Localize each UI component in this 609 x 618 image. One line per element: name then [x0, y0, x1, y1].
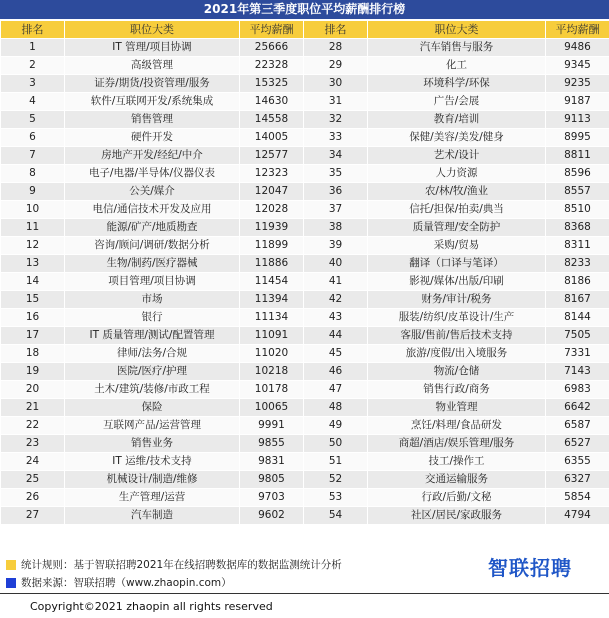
rank-cell: 15 — [1, 291, 65, 309]
rank-cell: 34 — [304, 147, 368, 165]
rank-cell: 32 — [304, 111, 368, 129]
salary-cell: 8233 — [546, 255, 609, 273]
rank-cell: 54 — [304, 507, 368, 525]
salary-cell: 8311 — [546, 237, 609, 255]
rank-cell: 18 — [1, 345, 65, 363]
category-cell: 物流/仓储 — [368, 363, 546, 381]
table-row — [1, 237, 609, 255]
rank-cell: 31 — [304, 93, 368, 111]
salary-cell: 9805 — [240, 471, 304, 489]
category-cell: 社区/居民/家政服务 — [368, 507, 546, 525]
category-cell: 艺术/设计 — [368, 147, 546, 165]
category-cell: 电信/通信技术开发及应用 — [65, 201, 240, 219]
salary-cell: 6355 — [546, 453, 609, 471]
table-row — [1, 345, 609, 363]
table-row — [1, 39, 609, 57]
category-cell: 软件/互联网开发/系统集成 — [65, 93, 240, 111]
divider — [0, 593, 609, 594]
column-header-rank: 排名 — [1, 21, 65, 39]
category-cell: 财务/审计/税务 — [368, 291, 546, 309]
category-cell: 翻译（口译与笔译） — [368, 255, 546, 273]
table-row — [1, 201, 609, 219]
category-cell: 机械设计/制造/维修 — [65, 471, 240, 489]
salary-cell: 15325 — [240, 75, 304, 93]
category-cell: 商超/酒店/娱乐管理/服务 — [368, 435, 546, 453]
salary-cell: 8596 — [546, 165, 609, 183]
blue-square-icon — [6, 578, 16, 588]
salary-cell: 8995 — [546, 129, 609, 147]
table-row — [1, 381, 609, 399]
category-cell: IT 质量管理/测试/配置管理 — [65, 327, 240, 345]
rank-cell: 50 — [304, 435, 368, 453]
table-row — [1, 273, 609, 291]
salary-cell: 12047 — [240, 183, 304, 201]
category-cell: 农/林/牧/渔业 — [368, 183, 546, 201]
rank-cell: 35 — [304, 165, 368, 183]
rank-cell: 17 — [1, 327, 65, 345]
salary-cell: 6327 — [546, 471, 609, 489]
category-cell: 生物/制药/医疗器械 — [65, 255, 240, 273]
column-header-rank: 排名 — [304, 21, 368, 39]
table-row — [1, 327, 609, 345]
salary-cell: 11134 — [240, 309, 304, 327]
salary-cell: 8368 — [546, 219, 609, 237]
rank-cell: 45 — [304, 345, 368, 363]
table-row — [1, 165, 609, 183]
category-cell: 汽车制造 — [65, 507, 240, 525]
page-title: 2021年第三季度职位平均薪酬排行榜 — [0, 0, 609, 19]
table-row — [1, 507, 609, 525]
rank-cell: 2 — [1, 57, 65, 75]
column-header-category: 职位大类 — [368, 21, 546, 39]
salary-cell: 11899 — [240, 237, 304, 255]
salary-cell: 11091 — [240, 327, 304, 345]
column-header-category: 职位大类 — [65, 21, 240, 39]
rank-cell: 23 — [1, 435, 65, 453]
salary-cell: 11454 — [240, 273, 304, 291]
rank-cell: 40 — [304, 255, 368, 273]
rank-cell: 48 — [304, 399, 368, 417]
salary-cell: 9991 — [240, 417, 304, 435]
zhaopin-logo: 智联招聘 — [488, 556, 572, 580]
rank-cell: 30 — [304, 75, 368, 93]
table-row — [1, 75, 609, 93]
salary-cell: 10218 — [240, 363, 304, 381]
category-cell: 互联网产品/运营管理 — [65, 417, 240, 435]
salary-cell: 11394 — [240, 291, 304, 309]
rank-cell: 21 — [1, 399, 65, 417]
salary-cell: 8167 — [546, 291, 609, 309]
category-cell: 汽车销售与服务 — [368, 39, 546, 57]
rank-cell: 51 — [304, 453, 368, 471]
table-row — [1, 363, 609, 381]
salary-cell: 5854 — [546, 489, 609, 507]
table-row — [1, 255, 609, 273]
salary-cell: 14005 — [240, 129, 304, 147]
salary-cell: 8186 — [546, 273, 609, 291]
category-cell: 旅游/度假/出入境服务 — [368, 345, 546, 363]
category-cell: 采购/贸易 — [368, 237, 546, 255]
table-row — [1, 489, 609, 507]
salary-cell: 8510 — [546, 201, 609, 219]
rank-cell: 26 — [1, 489, 65, 507]
rank-cell: 49 — [304, 417, 368, 435]
rank-cell: 29 — [304, 57, 368, 75]
salary-cell: 10065 — [240, 399, 304, 417]
table-row — [1, 183, 609, 201]
salary-cell: 8811 — [546, 147, 609, 165]
rank-cell: 14 — [1, 273, 65, 291]
rank-cell: 22 — [1, 417, 65, 435]
salary-cell: 9187 — [546, 93, 609, 111]
category-cell: 咨询/顾问/调研/数据分析 — [65, 237, 240, 255]
salary-cell: 11886 — [240, 255, 304, 273]
rank-cell: 37 — [304, 201, 368, 219]
rank-cell: 38 — [304, 219, 368, 237]
salary-cell: 12323 — [240, 165, 304, 183]
salary-cell: 14630 — [240, 93, 304, 111]
rank-cell: 19 — [1, 363, 65, 381]
category-cell: 高级管理 — [65, 57, 240, 75]
rank-cell: 53 — [304, 489, 368, 507]
category-cell: 环境科学/环保 — [368, 75, 546, 93]
rank-cell: 10 — [1, 201, 65, 219]
category-cell: 信托/担保/拍卖/典当 — [368, 201, 546, 219]
rank-cell: 41 — [304, 273, 368, 291]
category-cell: 市场 — [65, 291, 240, 309]
rank-cell: 20 — [1, 381, 65, 399]
rank-cell: 25 — [1, 471, 65, 489]
salary-ranking-table — [0, 20, 609, 525]
category-cell: 交通运输服务 — [368, 471, 546, 489]
category-cell: 律师/法务/合规 — [65, 345, 240, 363]
footnotes — [6, 556, 342, 592]
salary-cell: 9831 — [240, 453, 304, 471]
category-cell: 项目管理/项目协调 — [65, 273, 240, 291]
category-cell: 公关/媒介 — [65, 183, 240, 201]
table-row — [1, 309, 609, 327]
table-row — [1, 129, 609, 147]
salary-cell: 8144 — [546, 309, 609, 327]
category-cell: 硬件开发 — [65, 129, 240, 147]
rank-cell: 8 — [1, 165, 65, 183]
category-cell: 电子/电器/半导体/仪器仪表 — [65, 165, 240, 183]
rank-cell: 7 — [1, 147, 65, 165]
rank-cell: 4 — [1, 93, 65, 111]
category-cell: 银行 — [65, 309, 240, 327]
column-header-salary: 平均薪酬 — [546, 21, 609, 39]
rank-cell: 33 — [304, 129, 368, 147]
category-cell: 服装/纺织/皮革设计/生产 — [368, 309, 546, 327]
rank-cell: 44 — [304, 327, 368, 345]
category-cell: IT 管理/项目协调 — [65, 39, 240, 57]
salary-cell: 6642 — [546, 399, 609, 417]
category-cell: IT 运维/技术支持 — [65, 453, 240, 471]
table-row — [1, 291, 609, 309]
salary-cell: 14558 — [240, 111, 304, 129]
salary-cell: 7143 — [546, 363, 609, 381]
rank-cell: 3 — [1, 75, 65, 93]
rank-cell: 13 — [1, 255, 65, 273]
category-cell: 客服/售前/售后技术支持 — [368, 327, 546, 345]
rank-cell: 1 — [1, 39, 65, 57]
category-cell: 影视/媒体/出版/印刷 — [368, 273, 546, 291]
table-row — [1, 417, 609, 435]
salary-cell: 9113 — [546, 111, 609, 129]
table-body — [1, 39, 609, 525]
rank-cell: 43 — [304, 309, 368, 327]
copyright-text: Copyright©2021 zhaopin all rights reserved — [30, 600, 273, 613]
rank-cell: 46 — [304, 363, 368, 381]
category-cell: 教育/培训 — [368, 111, 546, 129]
table-row — [1, 111, 609, 129]
salary-cell: 10178 — [240, 381, 304, 399]
table-row — [1, 471, 609, 489]
category-cell: 销售业务 — [65, 435, 240, 453]
category-cell: 物业管理 — [368, 399, 546, 417]
salary-cell: 11939 — [240, 219, 304, 237]
salary-cell: 9235 — [546, 75, 609, 93]
note-text: 数据来源：智联招聘（www.zhaopin.com） — [21, 577, 232, 589]
rank-cell: 5 — [1, 111, 65, 129]
salary-cell: 9855 — [240, 435, 304, 453]
table-row — [1, 399, 609, 417]
category-cell: 保险 — [65, 399, 240, 417]
rank-cell: 9 — [1, 183, 65, 201]
rank-cell: 28 — [304, 39, 368, 57]
note-text: 统计规则：基于智联招聘2021年在线招聘数据库的数据监测统计分析 — [21, 559, 342, 571]
category-cell: 人力资源 — [368, 165, 546, 183]
table-header-row — [1, 21, 609, 39]
rank-cell: 12 — [1, 237, 65, 255]
salary-cell: 22328 — [240, 57, 304, 75]
rank-cell: 47 — [304, 381, 368, 399]
category-cell: 质量管理/安全防护 — [368, 219, 546, 237]
salary-cell: 9602 — [240, 507, 304, 525]
salary-cell: 4794 — [546, 507, 609, 525]
category-cell: 行政/后勤/文秘 — [368, 489, 546, 507]
salary-cell: 6587 — [546, 417, 609, 435]
category-cell: 医院/医疗/护理 — [65, 363, 240, 381]
rank-cell: 16 — [1, 309, 65, 327]
category-cell: 广告/会展 — [368, 93, 546, 111]
table-row — [1, 435, 609, 453]
category-cell: 销售行政/商务 — [368, 381, 546, 399]
table-row — [1, 453, 609, 471]
rank-cell: 36 — [304, 183, 368, 201]
rank-cell: 27 — [1, 507, 65, 525]
category-cell: 烹饪/料理/食品研发 — [368, 417, 546, 435]
salary-cell: 9345 — [546, 57, 609, 75]
category-cell: 技工/操作工 — [368, 453, 546, 471]
yellow-square-icon — [6, 560, 16, 570]
salary-cell: 6527 — [546, 435, 609, 453]
category-cell: 能源/矿产/地质勘查 — [65, 219, 240, 237]
salary-cell: 9486 — [546, 39, 609, 57]
rank-cell: 24 — [1, 453, 65, 471]
note-data-source — [6, 574, 342, 592]
rank-cell: 52 — [304, 471, 368, 489]
salary-cell: 12577 — [240, 147, 304, 165]
rank-cell: 6 — [1, 129, 65, 147]
category-cell: 证券/期货/投资管理/服务 — [65, 75, 240, 93]
salary-cell: 25666 — [240, 39, 304, 57]
salary-cell: 8557 — [546, 183, 609, 201]
salary-cell: 7505 — [546, 327, 609, 345]
column-header-salary: 平均薪酬 — [240, 21, 304, 39]
category-cell: 房地产开发/经纪/中介 — [65, 147, 240, 165]
rank-cell: 39 — [304, 237, 368, 255]
category-cell: 保健/美容/美发/健身 — [368, 129, 546, 147]
salary-cell: 12028 — [240, 201, 304, 219]
salary-cell: 6983 — [546, 381, 609, 399]
table-row — [1, 219, 609, 237]
category-cell: 化工 — [368, 57, 546, 75]
salary-cell: 7331 — [546, 345, 609, 363]
note-statistics-rule — [6, 556, 342, 574]
rank-cell: 42 — [304, 291, 368, 309]
rank-cell: 11 — [1, 219, 65, 237]
table-row — [1, 57, 609, 75]
category-cell: 生产管理/运营 — [65, 489, 240, 507]
table-row — [1, 147, 609, 165]
category-cell: 销售管理 — [65, 111, 240, 129]
category-cell: 土木/建筑/装修/市政工程 — [65, 381, 240, 399]
table-row — [1, 93, 609, 111]
salary-cell: 9703 — [240, 489, 304, 507]
salary-cell: 11020 — [240, 345, 304, 363]
